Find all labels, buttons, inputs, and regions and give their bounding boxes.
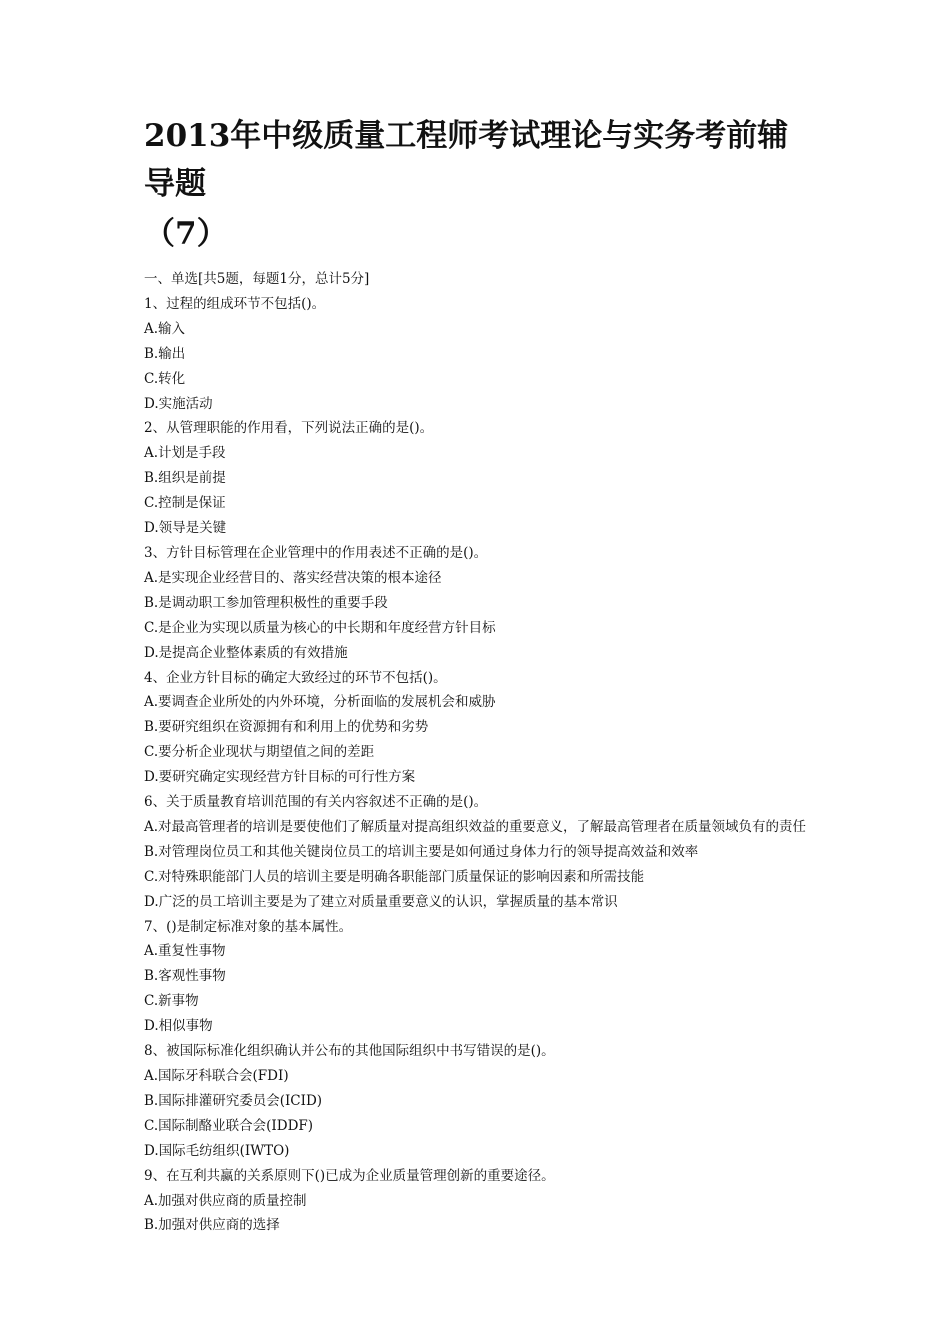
question-option: A.输入	[144, 320, 186, 337]
question-option: C.是企业为实现以质量为核心的中长期和年度经营方针目标	[144, 619, 496, 636]
question-option: C.转化	[144, 370, 186, 387]
document-title	[144, 112, 814, 258]
question-option: A.计划是手段	[144, 445, 226, 462]
question-option: B.对管理岗位员工和其他关键岗位员工的培训主要是如何通过身体力行的领导提高效益和效率	[144, 843, 699, 860]
section-heading: 一、单选[共5题，每题1分，总计5分]	[144, 271, 370, 287]
question-option: C.新事物	[144, 993, 199, 1010]
question-block	[144, 666, 814, 791]
question-option: C.对特殊职能部门人员的培训主要是明确各职能部门质量保证的影响因素和所需技能	[144, 868, 645, 885]
question-block	[144, 915, 814, 1040]
question-option: B.组织是前提	[144, 470, 226, 487]
question-stem: 3、方针目标管理在企业管理中的作用表述不正确的是()。	[144, 544, 488, 561]
question-option: A.要调查企业所处的内外环境，分析面临的发展机会和威胁	[144, 694, 496, 711]
question-option: C.控制是保证	[144, 495, 226, 512]
question-stem: 4、企业方针目标的确定大致经过的环节不包括()。	[144, 669, 447, 686]
question-option: C.要分析企业现状与期望值之间的差距	[144, 744, 375, 761]
question-block	[144, 541, 814, 666]
question-option: D.相似事物	[144, 1018, 213, 1035]
document-page	[144, 112, 814, 1238]
question-option: D.国际毛纺组织(IWTO)	[144, 1142, 290, 1159]
question-option: B.国际排灌研究委员会(ICID)	[144, 1092, 323, 1109]
question-option: D.是提高企业整体素质的有效措施	[144, 644, 348, 661]
question-option: D.要研究确定实现经营方针目标的可行性方案	[144, 769, 416, 786]
title-line-1: 2013年中级质量工程师考试理论与实务考前辅导题	[144, 118, 789, 202]
question-option: D.实施活动	[144, 395, 213, 412]
question-option: D.领导是关键	[144, 520, 227, 537]
question-block	[144, 292, 814, 417]
question-option: A.重复性事物	[144, 943, 226, 960]
question-stem: 6、关于质量教育培训范围的有关内容叙述不正确的是()。	[144, 794, 488, 811]
question-option: B.要研究组织在资源拥有和利用上的优势和劣势	[144, 719, 429, 736]
question-stem: 9、在互利共赢的关系原则下()已成为企业质量管理创新的重要途径。	[144, 1167, 555, 1184]
question-block	[144, 790, 814, 915]
question-option: B.是调动职工参加管理积极性的重要手段	[144, 594, 388, 611]
question-option: A.是实现企业经营目的、落实经营决策的根本途径	[144, 569, 442, 586]
question-stem: 2、从管理职能的作用看，下列说法正确的是()。	[144, 420, 434, 437]
question-option: A.对最高管理者的培训是要使他们了解质量对提高组织效益的重要意义，了解最高管理者在质量领域负有的责任	[144, 818, 807, 835]
question-stem: 7、()是制定标准对象的基本属性。	[144, 918, 353, 935]
question-option: B.输出	[144, 345, 186, 362]
question-stem: 8、被国际标准化组织确认并公布的其他国际组织中书写错误的是()。	[144, 1043, 555, 1060]
question-block	[144, 416, 814, 541]
question-block	[144, 1164, 814, 1239]
question-option: C.国际制酪业联合会(IDDF)	[144, 1117, 314, 1134]
title-line-2: （7）	[144, 216, 228, 252]
question-option: A.加强对供应商的质量控制	[144, 1192, 307, 1209]
question-option: A.国际牙科联合会(FDI)	[144, 1068, 289, 1084]
question-option: B.客观性事物	[144, 968, 226, 985]
question-option: D.广泛的员工培训主要是为了建立对质量重要意义的认识，掌握质量的基本常识	[144, 893, 618, 910]
question-block	[144, 1039, 814, 1164]
question-option: B.加强对供应商的选择	[144, 1217, 280, 1234]
question-stem: 1、过程的组成环节不包括()。	[144, 295, 326, 312]
